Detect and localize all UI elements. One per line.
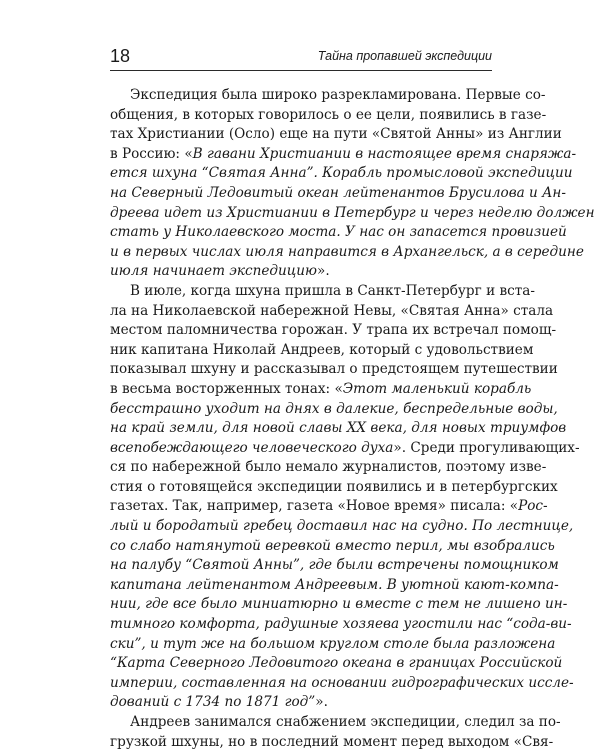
text-line [110,145,577,165]
text-line [110,497,548,517]
quote-text: Этот маленький корабль [342,380,532,397]
quote-text: бесстрашно уходит на днях в далекие, беспредельные воды, [110,400,558,417]
text-line [110,576,559,596]
body-text [110,86,595,752]
running-title: Тайна пропавшей экспедиции [317,49,492,63]
quote-text: лый и бородатый гребец доставил нас на судно. По лестнице, [110,518,574,535]
quote-text: В гавани Христиании в настоящее время снаряжа- [192,145,577,162]
body-text-run: ». [315,694,328,711]
body-text-run: общения, в которых говорилось о ее цели, появились в газе- [110,106,547,123]
text-line [110,204,595,224]
quote-text: капитана лейтенантом Андреевым. В уютной кают-компа- [110,576,559,593]
text-line [110,419,567,439]
body-text-run: местом паломничества горожан. У трапа их встречал помощ- [110,322,557,339]
text-line [110,439,580,459]
quote-text: стать у Николаевского моста. У нас он запасется провизией [110,224,567,241]
text-line [110,615,572,635]
text-line [110,693,492,713]
body-text-run: Экспедиция была широко разрекламирована. Первые со- [130,87,546,103]
text-line [110,380,532,400]
text-line [110,106,547,126]
body-text-run: ». [317,263,330,280]
text-line [110,282,535,302]
quote-text: Рос- [518,498,548,515]
body-text-run: ник капитана Николай Андреев, который с удовольствием [110,341,534,358]
quote-text: и в первых числах июля направится в Архангельск, а в середине [110,243,584,260]
body-text-run: ». Среди прогуливающих- [393,439,580,456]
body-text-run: в Россию: « [110,145,193,162]
text-line [110,360,558,380]
quote-text: дований с 1734 по 1871 год” [110,694,316,711]
quote-text: нии, где все было миниатюрно и вместе с тем не лишено ин- [110,596,568,613]
body-text-run: грузкой шхуны, но в последний момент перед выходом «Свя- [110,733,554,750]
body-text-run: ла на Николаевской набережной Невы, «Святая Анна» стала [110,302,554,319]
quote-text: июля начинает экспедицию [110,263,318,280]
body-text-run: показывал шхуну и рассказывал о предстоящем путешествии [110,361,558,378]
quote-text: дреева идет из Христиании в Петербург и через неделю должен [110,204,595,221]
quote-text: на край земли, для новой славы XX века, для новых триумфов [110,420,567,437]
quote-text: ется шхуна “Святая Анна”. Корабль промысловой экспедиции [110,165,573,182]
quote-text: всепобеждающего человеческого духа [110,439,394,456]
body-text-run: газетах. Так, например, газета «Новое время» писала: « [110,498,519,515]
text-line [110,517,574,537]
quote-text: на палубу “Святой Анны”, где были встречены помощником [110,557,559,574]
text-line [110,321,557,341]
text-line [110,262,492,282]
text-line [110,400,558,420]
header-divider [110,70,492,71]
text-line [110,125,562,145]
page-header [110,45,492,71]
text-line [110,341,534,361]
quote-text: со слабо натянутой веревкой вместо перил, мы взобрались [110,537,555,554]
text-line [110,713,561,733]
quote-text: империи, составленная на основании гидрографических иссле- [110,674,574,691]
text-line [110,86,546,106]
page-number: 18 [110,46,131,66]
quote-text: ски”, и тут же на большом круглом столе была разложена [110,635,556,652]
body-text-run: ся по набережной было немало журналистов, поэтому изве- [110,459,547,476]
body-text-run: тах Христиании (Осло) еще на пути «Святой Анны» из Англии [110,126,562,143]
text-line [110,635,556,655]
text-line [110,302,554,322]
quote-text: “Карта Северного Ледовитого океана в границах Российской [110,655,563,672]
text-line [110,654,563,674]
body-text-run: Андреев занимался снабжением экспедиции, следил за по- [130,714,561,730]
text-line [110,184,566,204]
text-line [110,223,567,243]
text-line [110,164,573,184]
quote-text: тимного комфорта, радушные хозяева угостили нас “сода-ви- [110,616,572,633]
body-text-run: В июле, когда шхуна пришла в Санкт-Петербург и вста- [130,282,535,299]
text-line [110,537,555,557]
text-line [110,674,574,694]
text-line [110,243,584,263]
text-line [110,595,568,615]
text-line [110,478,558,498]
quote-text: на Северный Ледовитый океан лейтенантов Брусилова и Ан- [110,184,566,201]
text-line [110,733,554,752]
text-line [110,458,547,478]
body-text-run: в весьма восторженных тонах: « [110,380,343,397]
body-text-run: стия о готовящейся экспедиции появились и в петербургских [110,478,558,495]
text-line [110,556,559,576]
